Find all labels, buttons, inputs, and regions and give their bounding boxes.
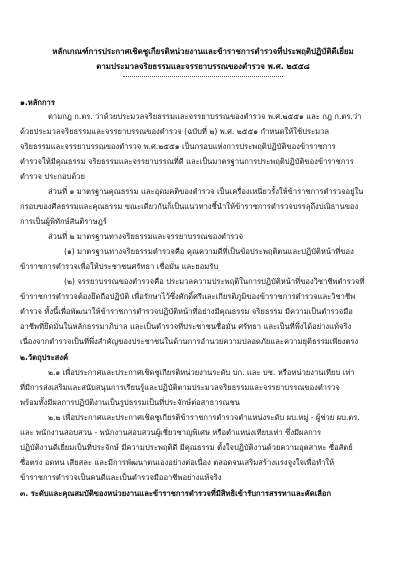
section-heading-eligibility: ๓. ระดับและคุณสมบัติของหน่วยงานและข้าราชการตำรวจที่มีสิทธิเข้ารับการสรรหาและคัดเลือก (20, 489, 332, 498)
section-heading-objectives: ๒.วัตถุประสงค์ (20, 353, 69, 362)
body-line: กรอบของศีลธรรมและคุณธรรม ขณะเดียวกันก็เป็นแนวทางชี้นำให้ข้าราชการตำรวจบรรลุถึงปณิธานของ (20, 202, 359, 211)
body-line: ส่วนที่ ๒ มาตรฐานทางจริยธรรมและจรรยาบรรณของตำรวจ (48, 232, 244, 241)
body-line: ที่มีการส่งเสริมและสนับสนุนการเรียนรู้และปฏิบัติตามประมวลจริยธรรมและจรรยาบรรณของตำรวจ (20, 383, 340, 392)
body-line: จริยธรรมและจรรยาบรรณของตำรวจ พ.ศ.๒๕๕๑ เป็นกรอบแห่งการประพฤติปฏิบัติของข้าราชการ (20, 142, 336, 151)
body-line: และ พนักงานสอบสวน - พนักงานสอบสวนผู้เชี่ยวชาญพิเศษ หรือตำแหน่งเทียบเท่า ซึ่งมีผลการ (20, 428, 322, 437)
body-line: (๑) มาตรฐานทางจริยธรรมตำรวจคือ คุณความดีที่เป็นข้อประพฤติตนและปฏิบัติหน้าที่ของ (64, 247, 354, 256)
body-line: ซื่อตรง อดทน เสียสละ และมีการพัฒนาตนเองอย่างต่อเนื่อง ตลอดจนเสริมสร้างแรงจูงใจเพื่อทำให้ (20, 458, 335, 467)
body-line: ข้าราชการตำรวจต้องยึดถือปฏิบัติ เพื่อรักษาไว้ซึ่งศักดิ์ศรีและเกียรติภูมิของข้าราชการตำรวจและวิชาชีพ (20, 292, 356, 301)
body-line: ตามกฎ ก.ตร. ว่าด้วยประมวลจริยธรรมและจรรยาบรรณของตำรวจ พ.ศ.๒๕๕๑ และ กฎ ก.ตร.ว่า (48, 112, 362, 121)
document-title: หลักเกณฑ์การประกาศเชิดชูเกียรติหน่วยงานและข้าราชการตำรวจที่ประพฤติปฏิบัติดีเยี่ยม (52, 47, 354, 56)
title-divider (123, 76, 283, 77)
body-line: ด้วยประมวลจริยธรรมและจรรยาบรรณของตำรวจ (ฉบับที่ ๒) พ.ศ. ๒๕๕๑ กำหนดให้ใช้ประมวล (20, 127, 329, 136)
body-line: ตำรวจ ประกอบด้วย (20, 172, 86, 181)
body-line: ข้าราชการตำรวจเพื่อให้ประชาชนศรัทธา เชื่อมั่น และยอมรับ (20, 262, 219, 271)
body-line: ตำรวจให้มีคุณธรรม จริยธรรมและจรรยาบรรณที่ดี และเป็นมาตรฐานการประพฤติปฏิบัติของข้าราชการ (20, 157, 354, 166)
body-line: พร้อมทั้งมีผลการปฏิบัติงานเป็นรูปธรรมเป็นที่ประจักษ์ต่อสาธารณชน (20, 398, 240, 407)
body-line: ๒.๑ เพื่อประกาศและประกาศเชิดชูเกียรติหน่วยงานระดับ บก. และ บช. หรือหน่วยงานเทียบ เท่า (48, 368, 355, 377)
body-line: ข้าราชการตำรวจเป็นคนดีและเป็นตำรวจมืออาชีพอย่างแท้จริง (20, 473, 222, 482)
body-line: อาชีพที่ยึดมั่นในหลักธรรมาภิบาล และเป็นตำรวจที่ประชาชนชื่อมั่น ศรัทธา และเป็นที่พึ่งได้อย่างแท้จริง (20, 322, 352, 331)
body-line: ๒.๒ เพื่อประกาศและประกาศเชิดชูเกียรติข้าราชการตำรวจตำแหน่งระดับ ผบ.หมู่ - ผู้ช่วย ผบ.ตร. (48, 413, 360, 422)
body-line: การเป็นผู้พิทักษ์สันติราษฎร์ (20, 217, 107, 226)
body-line: ส่วนที่ ๑ มาตรฐานคุณธรรม และอุดมคติของตำรวจ เป็นเครื่องเหนี่ยวรั้งให้ข้าราชการตำรวจอยู่ใน (48, 187, 364, 196)
body-line: ปฏิบัติงานดีเยี่ยมเป็นที่ประจักษ์ มีความประพฤติดี มีคุณธรรม ตั้งใจปฏิบัติงานด้วยความอุตสาหะ ซื่อสัตย์ (20, 443, 353, 452)
section-heading-principles: ๑.หลักการ (20, 98, 55, 107)
document-subtitle: ตามประมวลจริยธรรมและจรรยาบรรณของตำรวจ พ.ศ. ๒๕๕๘ (96, 62, 310, 71)
body-line: เนื่องจากตำรวจเป็นที่พึ่งสำคัญของประชาชนในด้านการอำนวยความปลอดภัยและความยุติธรรมเพียงตรง (20, 337, 359, 346)
body-line: (๒) จรรยาบรรณของตำรวจคือ ประมวลความประพฤติในการปฏิบัติหน้าที่ของวิชาชีพตำรวจที่ (64, 277, 365, 286)
body-line: ตำรวจ ทั้งนี้เพื่อพัฒนาให้ข้าราชการตำรวจปฏิบัติหน้าที่อย่างมีคุณธรรม จริยธรรม มีความเป็นตำรวจมือ (20, 307, 353, 316)
